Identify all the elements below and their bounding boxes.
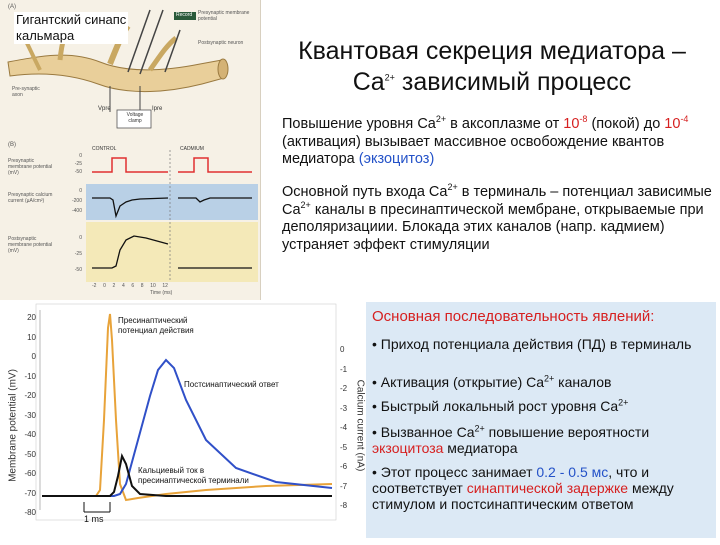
postsyn-response-label: Постсинаптический ответ — [184, 380, 279, 389]
cadmium-label: CADMIUM — [180, 146, 204, 152]
right-axis-label: Calcium current (nA) — [354, 379, 366, 472]
figure-caption: Гигантский синапс кальмара — [16, 12, 127, 43]
sequence-title: Основная последовательность явлений: — [372, 308, 655, 325]
postsyn-neuron-label: Postsynaptic neuron — [198, 40, 244, 46]
record-label: Record — [176, 12, 193, 18]
voltage-clamp-label: Voltage clamp — [126, 112, 144, 124]
sequence-item-3: • Быстрый локальный рост уровня $Ca^{2+}$ — [372, 397, 629, 414]
vpre-label: Vpre — [98, 106, 111, 112]
control-step-trace — [92, 158, 168, 172]
panel-label-b: (B) — [8, 142, 16, 148]
squid-synapse-figure — [0, 0, 261, 300]
sequence-item-4: • Вызванное $Ca^{2+}$ повышение вероятности экзоцитоза медиатора — [372, 423, 650, 456]
x-ticks: -2 0 2 4 6 8 10 12 — [92, 283, 168, 289]
row3-ticks: 0 -25 -50 — [74, 235, 82, 273]
postsyn-potential-panel — [86, 222, 258, 282]
cadmium-step-trace — [178, 158, 252, 172]
row2-label: Presynaptic calcium current (µA/cm²) — [8, 192, 53, 204]
left-axis-label: Membrane potential (mV) — [7, 369, 19, 482]
right-axis-ticks: 0 -1 -2 -3 -4 -5 -6 -7 -8 — [340, 345, 348, 510]
ipre-label: Ipre — [152, 106, 163, 112]
action-potential-plot — [6, 300, 368, 540]
row1-ticks: 0 -25 -50 — [74, 153, 82, 175]
sequence-item-1: • Приход потенциала действия (ПД) в терминаль — [372, 336, 692, 352]
presyn-axon-label: Pre-synaptic axon — [12, 86, 40, 98]
panel-label-a: (A) — [8, 4, 16, 10]
action-potential-figure — [6, 300, 368, 540]
presyn-ap-label: Пресинаптический потенциал действия — [118, 316, 194, 335]
paragraph-calcium-levels: Повышение уровня $Ca^{2+}$ в аксоплазме от $10^{-8}$ (покой) до $10^{-4}$ (активация) вызывает массивное освобождение квантов медиатора (экзоцитоз) — [282, 114, 689, 167]
sequence-item-2: • Активация (открытие) $Ca^{2+}$ каналов — [372, 373, 612, 390]
row1-label: Presynaptic membrane potential (mV) — [8, 158, 53, 176]
sequence-item-5: • Этот процесс занимает 0.2 - 0.5 мс, что и соответствует синаптической задержке между стимулом и постсинаптическим ответом — [372, 464, 674, 512]
left-axis-label-wrap — [6, 354, 18, 504]
paragraph-calcium-channels: Основной путь входа $Ca^{2+}$ в терминаль – потенциал зависимые $Ca^{2+}$ каналы в пресинаптической мембране, открываемые при деполяризациии. Блокада этих каналов (напр. кадмием) устраняет эффект стимуляции — [282, 182, 712, 253]
calcium-current-panel — [86, 184, 258, 220]
control-label: CONTROL — [92, 146, 117, 152]
left-axis-ticks: 20 10 0 -10 -20 -30 -40 -50 -60 -70 -80 — [24, 313, 36, 517]
slide-title: Квантовая секреция медиатора – $Ca^{2+}$ зависимый процесс — [298, 37, 686, 96]
right-axis-label-wrap — [354, 340, 366, 530]
time-scale-label: 1 ms — [84, 514, 104, 524]
row3-label: Postsynaptic membrane potential (mV) — [8, 236, 53, 254]
calcium-current-label: Кальциевый ток в пресинаптической терминали — [138, 466, 249, 485]
x-axis-label: Time (ms) — [150, 290, 173, 296]
presyn-membrane-label: Presynaptic membrane potential — [198, 10, 250, 22]
row2-ticks: 0 -200 -400 — [71, 188, 82, 214]
